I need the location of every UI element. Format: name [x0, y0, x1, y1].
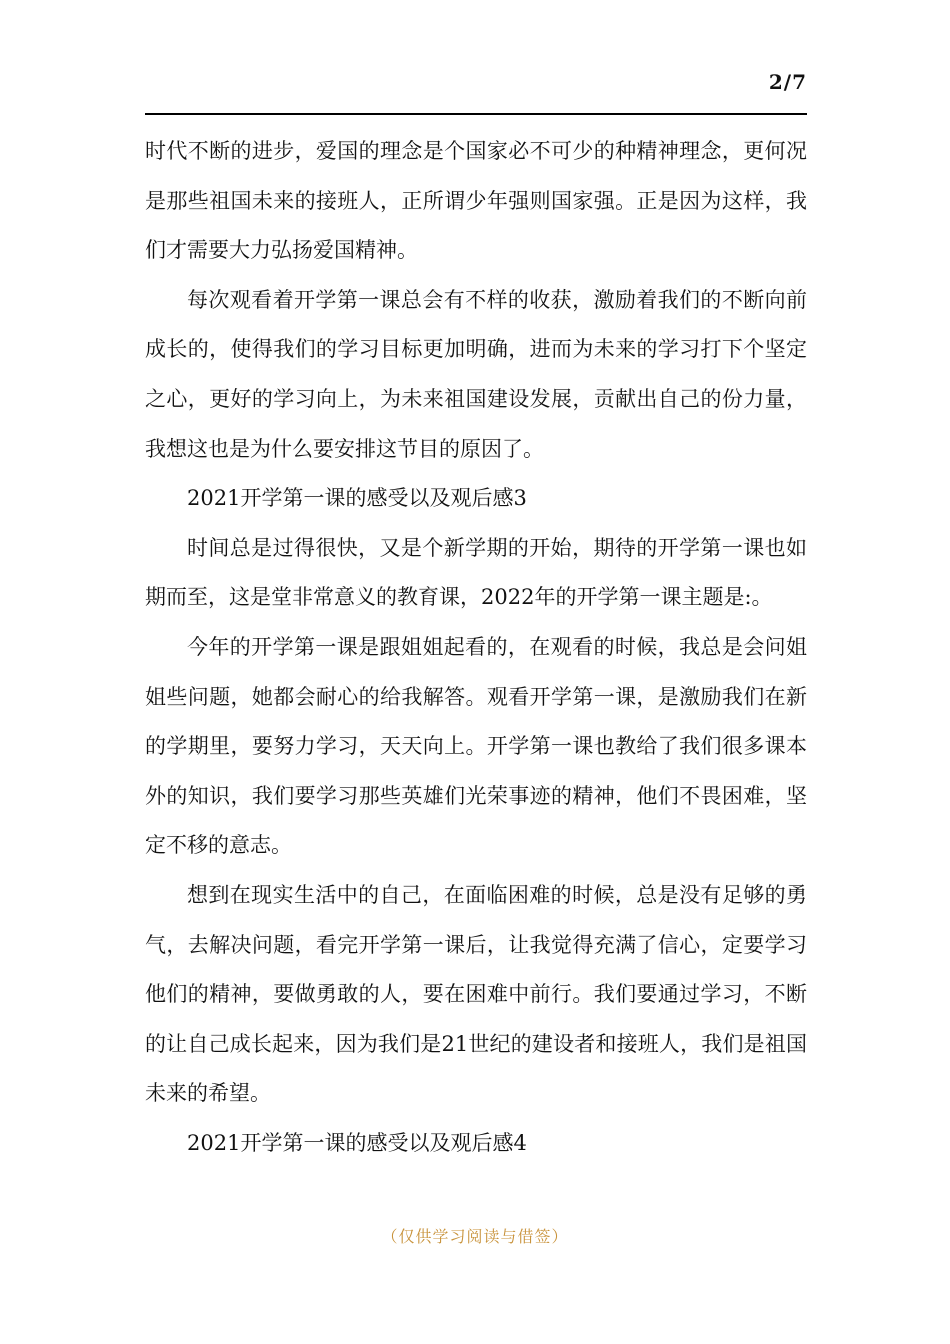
document-body: [145, 127, 807, 1168]
paragraph: 时间总是过得很快，又是个新学期的开始，期待的开学第一课也如期而至，这是堂非常意义的教育课，2022年的开学第一课主题是:。: [145, 535, 807, 610]
section-heading: 2021开学第一课的感受以及观后感3: [187, 486, 527, 511]
header-divider: [145, 113, 807, 115]
section-heading: 2021开学第一课的感受以及观后感4: [187, 1130, 527, 1155]
paragraph: 每次观看着开学第一课总会有不样的收获，激励着我们的不断向前成长的，使得我们的学习目标更加明确，进而为未来的学习打下个坚定之心，更好的学习向上，为未来祖国建设发展，贡献出自己的份力量，我想这也是为什么要安排这节目的原因了。: [145, 287, 807, 461]
footer-note: （仅供学习阅读与借签）: [381, 1227, 569, 1246]
paragraph: 想到在现实生活中的自己，在面临困难的时候，总是没有足够的勇气，去解决问题，看完开学第一课后，让我觉得充满了信心，定要学习他们的精神，要做勇敢的人，要在困难中前行。我们要通过学习，不断的让自己成长起来，因为我们是21世纪的建设者和接班人，我们是祖国未来的希望。: [145, 882, 807, 1106]
paragraph-continuation: 时代不断的进步，爱国的理念是个国家必不可少的种精神理念，更何况是那些祖国未来的接班人，正所谓少年强则国家强。正是因为这样，我们才需要大力弘扬爱国精神。: [145, 139, 807, 263]
page-number: 2/7: [768, 70, 807, 94]
paragraph: 今年的开学第一课是跟姐姐起看的，在观看的时候，我总是会问姐姐些问题，她都会耐心的给我解答。观看开学第一课，是激励我们在新的学期里，要努力学习，天天向上。开学第一课也教给了我们很多课本外的知识，我们要学习那些英雄们光荣事迹的精神，他们不畏困难，坚定不移的意志。: [145, 634, 807, 858]
